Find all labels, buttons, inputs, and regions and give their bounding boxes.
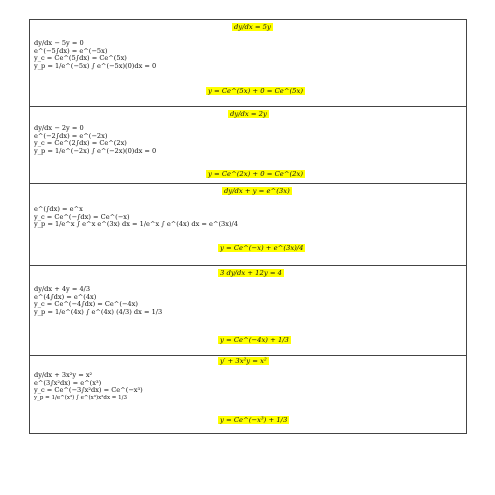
- work-line: e^(4∫dx) = e^(4x): [34, 292, 97, 301]
- table-row: [30, 107, 466, 184]
- table-row: [30, 20, 466, 107]
- problem-equation: dy/dx + y = e^(3x): [224, 187, 290, 195]
- work-line: y_p = 1/e^x ∫ e^x e^(3x) dx = 1/e^x ∫ e^(4x) dx = e^(3x)/4: [34, 220, 238, 229]
- solution-work: [34, 206, 238, 229]
- solution-work: [34, 286, 162, 316]
- work-line: dy/dx − 5y = 0: [34, 39, 84, 47]
- work-line: y_c = Ce^(−∫dx) = Ce^(−x): [34, 212, 130, 221]
- work-line: e^(3∫x²dx) = e^(x³): [34, 378, 102, 387]
- work-line: y_c = Ce^(2∫dx) = Ce^(2x): [34, 139, 127, 148]
- problem-equation: dy/dx = 5y: [234, 23, 271, 31]
- solution-work: [34, 372, 143, 401]
- solution-work: [34, 40, 156, 70]
- work-line: y_p = 1/e^(−2x) ∫ e^(−2x)(0)dx = 0: [34, 146, 157, 155]
- table-row: [30, 184, 466, 266]
- work-line: y_c = Ce^(−3∫x²dx) = Ce^(−x³): [34, 386, 143, 395]
- work-line: y_p = 1/e^(4x) ∫ e^(4x) (4/3) dx = 1/3: [34, 307, 163, 316]
- problem-equation: dy/dx = 2y: [230, 110, 267, 118]
- work-line: e^(∫dx) = e^x: [34, 205, 83, 213]
- answer-highlight: y = Ce^(−x³) + 1/3: [220, 416, 288, 424]
- work-line: y_c = Ce^(5∫dx) = Ce^(5x): [34, 54, 127, 63]
- work-line: dy/dx + 3x²y = x²: [34, 371, 93, 379]
- answer-highlight: y = Ce^(−4x) + 1/3: [220, 336, 289, 344]
- problem-equation: 3 dy/dx + 12y = 4: [220, 269, 282, 277]
- work-line: e^(−2∫dx) = e^(−2x): [34, 131, 108, 140]
- problem-equation: y′ + 3x²y = x²: [220, 357, 267, 365]
- solution-work: [34, 125, 156, 155]
- work-line: y_c = Ce^(−4∫dx) = Ce^(−4x): [34, 300, 138, 309]
- work-line: dy/dx + 4y = 4/3: [34, 285, 91, 293]
- answer-highlight: y = Ce^(−x) + e^(3x)/4: [220, 244, 304, 252]
- answer-highlight: y = Ce^(2x) + 0 = Ce^(2x): [208, 170, 303, 178]
- work-line: dy/dx − 2y = 0: [34, 124, 84, 132]
- table-row: [30, 356, 466, 435]
- work-line: y_p = 1/e^(x³) ∫ e^(x³)x²dx = 1/3: [34, 394, 128, 401]
- work-line: e^(−5∫dx) = e^(−5x): [34, 46, 108, 55]
- solutions-table: [29, 19, 467, 434]
- table-row: [30, 266, 466, 356]
- work-line: y_p = 1/e^(−5x) ∫ e^(−5x)(0)dx = 0: [34, 61, 157, 70]
- answer-highlight: y = Ce^(5x) + 0 = Ce^(5x): [208, 87, 303, 95]
